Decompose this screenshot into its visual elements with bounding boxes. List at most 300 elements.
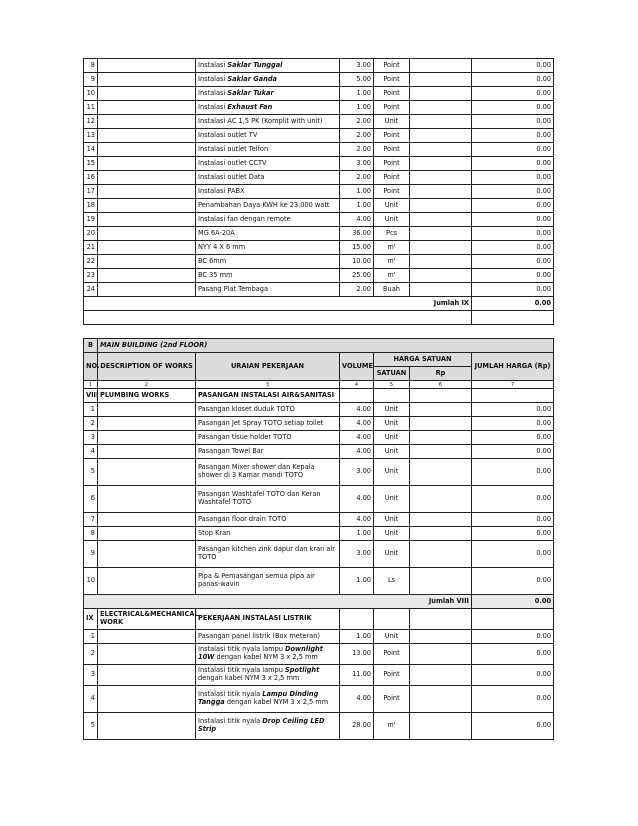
item-total: 0.00	[472, 445, 554, 459]
header-volume: VOLUME	[340, 353, 374, 381]
empty-cell	[98, 541, 196, 568]
empty-cell	[98, 403, 196, 417]
item-text: dengan kabel NYM 3 x 2,5 mm	[224, 698, 329, 706]
item-unit: Point	[374, 59, 410, 73]
item-total: 0.00	[472, 568, 554, 595]
item-description	[196, 713, 340, 740]
item-text: Instalasi	[198, 102, 228, 111]
item-volume: 2.00	[340, 283, 374, 297]
header-uraian: URAIAN PEKERJAAN	[196, 353, 340, 381]
item-volume: 3.00	[340, 157, 374, 171]
item-emphasis: Saklar Tunggal	[227, 60, 283, 69]
item-description	[196, 269, 340, 283]
item-unit: Unit	[374, 486, 410, 513]
item-unit: Unit	[374, 213, 410, 227]
table-row	[84, 129, 554, 143]
item-number: 22	[84, 255, 98, 269]
item-price	[410, 73, 472, 87]
item-emphasis: Exhaust Fan	[227, 102, 273, 111]
item-price	[410, 269, 472, 283]
table-row	[84, 417, 554, 431]
total-label-viii: Jumlah VIII	[84, 595, 472, 609]
table-row	[84, 486, 554, 513]
item-volume: 4.00	[340, 513, 374, 527]
item-unit: Unit	[374, 417, 410, 431]
item-number: 19	[84, 213, 98, 227]
item-number: 15	[84, 157, 98, 171]
item-unit: Point	[374, 101, 410, 115]
item-price	[410, 129, 472, 143]
column-index: 3	[196, 381, 340, 389]
table-row	[84, 185, 554, 199]
item-number: 1	[84, 403, 98, 417]
item-total: 0.00	[472, 171, 554, 185]
item-description: Pasangan kitchen zink dapur dan kran air TOTO	[196, 541, 340, 568]
item-price	[410, 459, 472, 486]
item-description	[196, 157, 340, 171]
item-unit: Unit	[374, 527, 410, 541]
item-number: 24	[84, 283, 98, 297]
item-unit: Unit	[374, 403, 410, 417]
item-number: 4	[84, 686, 98, 713]
item-total: 0.00	[472, 713, 554, 740]
table-row	[84, 73, 554, 87]
item-text: dengan kabel NYM 3 x 2,5 mm	[198, 674, 300, 682]
empty-cell	[98, 269, 196, 283]
item-description	[196, 213, 340, 227]
empty-cell	[98, 101, 196, 115]
item-volume: 4.00	[340, 445, 374, 459]
total-value-viii: 0.00	[472, 595, 554, 609]
item-description	[196, 686, 340, 713]
item-description	[196, 283, 340, 297]
item-description	[196, 87, 340, 101]
group-description: ELECTRICAL&MECHANICAL WORK	[98, 609, 196, 630]
header-jumlah-harga: JUMLAH HARGA (Rp)	[472, 353, 554, 381]
item-unit: Unit	[374, 445, 410, 459]
item-total: 0.00	[472, 143, 554, 157]
item-total: 0.00	[472, 129, 554, 143]
item-total: 0.00	[472, 241, 554, 255]
main-building-boq-table	[83, 338, 554, 740]
group-description: PLUMBING WORKS	[98, 389, 196, 403]
item-price	[410, 87, 472, 101]
item-number: 3	[84, 665, 98, 686]
empty-cell	[98, 527, 196, 541]
item-volume: 15.00	[340, 241, 374, 255]
item-number: 11	[84, 101, 98, 115]
table-row	[84, 199, 554, 213]
empty-cell	[98, 665, 196, 686]
item-description	[196, 644, 340, 665]
item-description	[196, 73, 340, 87]
table-row	[84, 115, 554, 129]
item-description: Pasangan Towel Bar	[196, 445, 340, 459]
table-row	[84, 157, 554, 171]
table-row	[84, 527, 554, 541]
item-number: 10	[84, 568, 98, 595]
table-row	[84, 403, 554, 417]
item-description: Pasangan Jet Spray TOTO setiap toilet	[196, 417, 340, 431]
item-text: Instalasi outlet Telfon	[198, 144, 269, 153]
table-row	[84, 143, 554, 157]
total-value-ix: 0.00	[472, 297, 554, 311]
empty-cell	[98, 59, 196, 73]
item-text: NYY 4 X 6 mm	[198, 242, 246, 251]
item-volume: 1.00	[340, 199, 374, 213]
group-code: IX	[84, 609, 98, 630]
item-unit: Point	[374, 157, 410, 171]
item-text: Instalasi outlet CCTV	[198, 158, 267, 167]
header-no: NO.	[84, 353, 98, 381]
item-volume: 4.00	[340, 686, 374, 713]
item-total: 0.00	[472, 541, 554, 568]
total-label-ix: Jumlah IX	[84, 297, 472, 311]
item-number: 23	[84, 269, 98, 283]
item-volume: 36.00	[340, 227, 374, 241]
item-total: 0.00	[472, 87, 554, 101]
item-volume: 4.00	[340, 431, 374, 445]
item-emphasis: Saklar Ganda	[227, 74, 277, 83]
item-price	[410, 241, 472, 255]
item-price	[410, 101, 472, 115]
table-row	[84, 431, 554, 445]
item-price	[410, 431, 472, 445]
item-unit: m'	[374, 269, 410, 283]
item-text: Instalasi titik nyala	[198, 717, 263, 726]
item-text: Instalasi AC 1,5 PK (Komplit with unit)	[198, 116, 323, 125]
item-total: 0.00	[472, 227, 554, 241]
item-unit: Buah	[374, 283, 410, 297]
empty-cell	[98, 630, 196, 644]
item-description	[196, 630, 340, 644]
table-row	[84, 644, 554, 665]
empty-cell	[98, 486, 196, 513]
item-volume: 4.00	[340, 417, 374, 431]
empty-cell	[98, 568, 196, 595]
empty-cell	[98, 686, 196, 713]
item-price	[410, 227, 472, 241]
item-description	[196, 227, 340, 241]
item-price	[410, 199, 472, 213]
empty-cell	[98, 115, 196, 129]
item-text: Instalasi	[198, 74, 228, 83]
group-uraian: PEKERJAAN INSTALASI LISTRIK	[196, 609, 340, 630]
item-price	[410, 417, 472, 431]
item-unit: Point	[374, 73, 410, 87]
empty-cell	[98, 157, 196, 171]
column-index: 2	[98, 381, 196, 389]
item-price	[410, 713, 472, 740]
item-volume: 1.00	[340, 527, 374, 541]
item-total: 0.00	[472, 269, 554, 283]
item-unit: Point	[374, 143, 410, 157]
item-total: 0.00	[472, 255, 554, 269]
item-total: 0.00	[472, 417, 554, 431]
item-price	[410, 283, 472, 297]
item-description	[196, 129, 340, 143]
item-description: Stop Kran	[196, 527, 340, 541]
item-volume: 11.00	[340, 665, 374, 686]
item-volume: 3.00	[340, 541, 374, 568]
item-volume: 2.00	[340, 115, 374, 129]
item-unit: Unit	[374, 199, 410, 213]
item-price	[410, 255, 472, 269]
item-text: Instalasi titik nyala lampu	[198, 666, 286, 675]
group-code: VIII	[84, 389, 98, 403]
header-rp: Rp	[410, 367, 472, 381]
empty-cell	[98, 283, 196, 297]
empty-cell	[98, 227, 196, 241]
item-price	[410, 630, 472, 644]
item-number: 10	[84, 87, 98, 101]
item-price	[410, 115, 472, 129]
item-number: 5	[84, 713, 98, 740]
item-number: 21	[84, 241, 98, 255]
item-volume: 28.00	[340, 713, 374, 740]
item-number: 12	[84, 115, 98, 129]
table-row	[84, 59, 554, 73]
item-number: 16	[84, 171, 98, 185]
item-emphasis: Saklar Tukar	[227, 88, 274, 97]
item-total: 0.00	[472, 213, 554, 227]
item-unit: Point	[374, 665, 410, 686]
header-harga-satuan: HARGA SATUAN	[374, 353, 472, 367]
item-volume: 1.00	[340, 185, 374, 199]
item-text: BC 6mm	[198, 256, 227, 265]
item-description	[196, 185, 340, 199]
item-price	[410, 644, 472, 665]
item-unit: Unit	[374, 513, 410, 527]
item-volume: 5.00	[340, 73, 374, 87]
item-price	[410, 665, 472, 686]
item-unit: Unit	[374, 431, 410, 445]
item-total: 0.00	[472, 403, 554, 417]
table-row	[84, 101, 554, 115]
item-text: Instalasi outlet Data	[198, 172, 265, 181]
item-description	[196, 101, 340, 115]
item-emphasis: Spotlight	[285, 666, 320, 675]
empty-cell	[98, 129, 196, 143]
column-index: 4	[340, 381, 374, 389]
item-text: Instalasi PABX	[198, 186, 245, 195]
item-unit: m'	[374, 255, 410, 269]
item-number: 8	[84, 59, 98, 73]
item-number: 9	[84, 541, 98, 568]
item-total: 0.00	[472, 59, 554, 73]
item-volume: 1.00	[340, 568, 374, 595]
table-row	[84, 665, 554, 686]
item-total: 0.00	[472, 157, 554, 171]
table-row	[84, 269, 554, 283]
item-description	[196, 171, 340, 185]
item-volume: 1.00	[340, 101, 374, 115]
item-text: dengan kabel NYM 3 x 2,5 mm	[214, 653, 318, 661]
item-total: 0.00	[472, 283, 554, 297]
table-row	[84, 513, 554, 527]
item-number: 14	[84, 143, 98, 157]
item-price	[410, 143, 472, 157]
item-unit: Unit	[374, 115, 410, 129]
item-unit: Unit	[374, 630, 410, 644]
item-volume: 4.00	[340, 213, 374, 227]
item-description: Pasangan Mixer shower dan Kepala shower di 3 Kamar mandi TOTO	[196, 459, 340, 486]
item-unit: Point	[374, 171, 410, 185]
empty-cell	[98, 513, 196, 527]
table-row	[84, 227, 554, 241]
item-description	[196, 59, 340, 73]
item-description: Pipa & Pemasangan semua pipa air panas-wavin	[196, 568, 340, 595]
item-text: Instalasi titik nyala	[198, 690, 263, 699]
item-emphasis: Drop Ceiling LED Strip	[198, 717, 325, 733]
header-description: DESCRIPTION OF WORKS	[98, 353, 196, 381]
item-number: 1	[84, 630, 98, 644]
item-volume: 4.00	[340, 403, 374, 417]
item-unit: Point	[374, 686, 410, 713]
item-text: Penambahan Daya KWH ke 23.000 watt	[198, 200, 330, 209]
item-price	[410, 513, 472, 527]
empty-cell	[98, 431, 196, 445]
item-unit: Ls	[374, 568, 410, 595]
item-total: 0.00	[472, 459, 554, 486]
item-price	[410, 213, 472, 227]
item-description: Pasangan floor drain TOTO	[196, 513, 340, 527]
item-unit: Point	[374, 644, 410, 665]
table-row	[84, 686, 554, 713]
empty-cell	[98, 255, 196, 269]
item-total: 0.00	[472, 431, 554, 445]
item-volume: 2.00	[340, 143, 374, 157]
item-unit: m'	[374, 713, 410, 740]
item-total: 0.00	[472, 73, 554, 87]
item-unit: Point	[374, 185, 410, 199]
item-total: 0.00	[472, 199, 554, 213]
item-price	[410, 59, 472, 73]
item-price	[410, 403, 472, 417]
item-text: Pasang Plat Tembaga	[198, 284, 269, 293]
top-boq-table	[83, 58, 554, 325]
item-price	[410, 157, 472, 171]
empty-cell	[98, 213, 196, 227]
empty-cell	[98, 87, 196, 101]
item-unit: m'	[374, 241, 410, 255]
item-number: 7	[84, 513, 98, 527]
table-row	[84, 541, 554, 568]
item-description	[196, 241, 340, 255]
item-price	[410, 568, 472, 595]
item-description	[196, 255, 340, 269]
empty-cell	[98, 185, 196, 199]
item-price	[410, 527, 472, 541]
item-number: 4	[84, 445, 98, 459]
column-index: 5	[374, 381, 410, 389]
column-index: 7	[472, 381, 554, 389]
item-number: 6	[84, 486, 98, 513]
section-title: MAIN BUILDING (2nd FLOOR)	[98, 339, 554, 353]
item-text: Instalasi outlet TV	[198, 130, 258, 139]
item-number: 20	[84, 227, 98, 241]
item-number: 9	[84, 73, 98, 87]
item-total: 0.00	[472, 527, 554, 541]
item-text: MG 6A-20A	[198, 228, 235, 237]
item-volume: 10.00	[340, 255, 374, 269]
table-row	[84, 445, 554, 459]
item-price	[410, 171, 472, 185]
item-text: Instalasi	[198, 60, 228, 69]
empty-cell	[98, 241, 196, 255]
item-emphasis: Downlight 10W	[198, 645, 323, 661]
item-number: 3	[84, 431, 98, 445]
empty-cell	[98, 445, 196, 459]
item-volume: 4.00	[340, 486, 374, 513]
column-index: 6	[410, 381, 472, 389]
item-volume: 1.00	[340, 87, 374, 101]
item-unit: Pcs	[374, 227, 410, 241]
item-price	[410, 185, 472, 199]
empty-cell	[98, 644, 196, 665]
header-satuan: SATUAN	[374, 367, 410, 381]
item-volume: 13.00	[340, 644, 374, 665]
empty-cell	[472, 311, 554, 325]
item-number: 18	[84, 199, 98, 213]
table-row	[84, 241, 554, 255]
item-text: BC 35 mm	[198, 270, 233, 279]
item-description: Pasangan tisue holder TOTO	[196, 431, 340, 445]
table-row	[84, 213, 554, 227]
item-total: 0.00	[472, 630, 554, 644]
table-row	[84, 713, 554, 740]
item-total: 0.00	[472, 513, 554, 527]
item-text: Instalasi titik nyala lampu	[198, 645, 286, 654]
item-number: 8	[84, 527, 98, 541]
item-total: 0.00	[472, 115, 554, 129]
item-total: 0.00	[472, 185, 554, 199]
item-price	[410, 541, 472, 568]
item-volume: 25.00	[340, 269, 374, 283]
item-unit: Point	[374, 87, 410, 101]
item-total: 0.00	[472, 686, 554, 713]
item-price	[410, 445, 472, 459]
item-unit: Unit	[374, 541, 410, 568]
empty-cell	[98, 143, 196, 157]
item-number: 5	[84, 459, 98, 486]
item-total: 0.00	[472, 486, 554, 513]
item-description	[196, 115, 340, 129]
empty-cell	[98, 713, 196, 740]
item-text: Pasangan panel listrik (Box meteran)	[198, 631, 320, 640]
empty-cell	[98, 171, 196, 185]
empty-row	[84, 311, 472, 325]
section-code: B	[84, 339, 98, 353]
item-total: 0.00	[472, 665, 554, 686]
item-volume: 2.00	[340, 171, 374, 185]
item-description	[196, 199, 340, 213]
item-volume: 2.00	[340, 129, 374, 143]
item-number: 2	[84, 644, 98, 665]
table-row	[84, 568, 554, 595]
item-description	[196, 665, 340, 686]
item-number: 17	[84, 185, 98, 199]
item-unit: Point	[374, 129, 410, 143]
item-emphasis: Lampu Dinding Tangga	[198, 690, 319, 706]
empty-cell	[98, 73, 196, 87]
table-row	[84, 630, 554, 644]
item-price	[410, 686, 472, 713]
table-row	[84, 171, 554, 185]
table-row	[84, 255, 554, 269]
item-description: Pasangan kloset duduk TOTO	[196, 403, 340, 417]
item-text: Instalasi fan dengan remote	[198, 214, 291, 223]
